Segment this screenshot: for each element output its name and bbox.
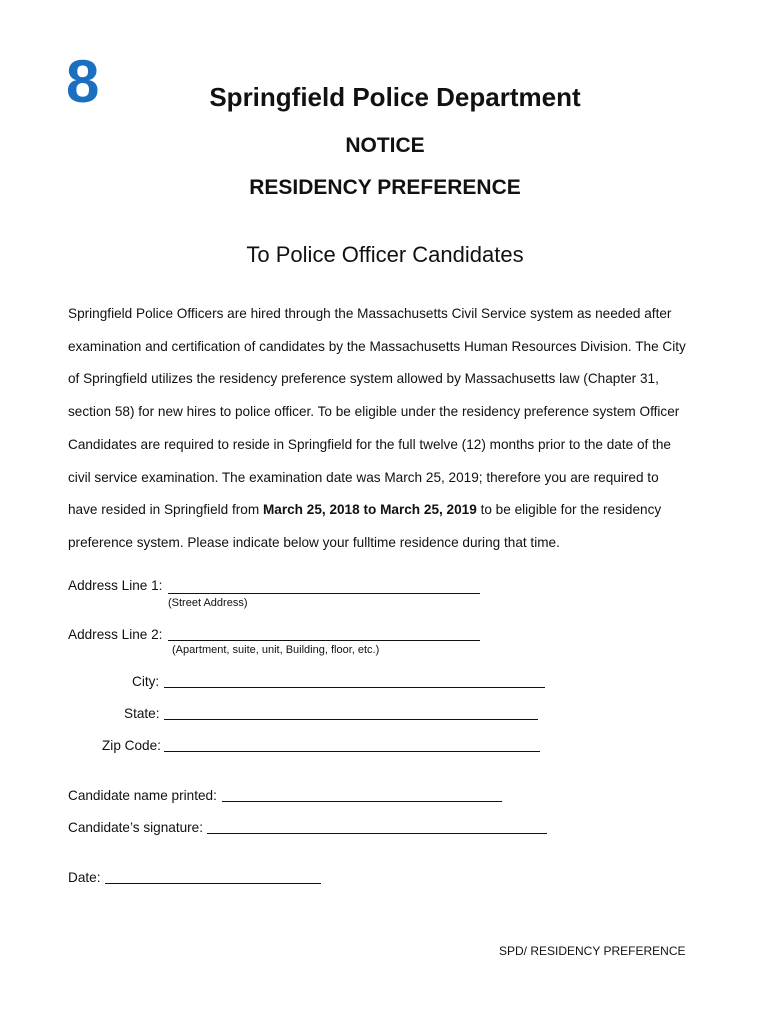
state-field[interactable] xyxy=(164,719,538,720)
address-line-2-field[interactable] xyxy=(168,640,480,641)
zip-code-field[interactable] xyxy=(164,751,540,752)
body-line: section 58) for new hires to police officer. To be eligible under the residency preference system Officer xyxy=(68,404,680,420)
zip-code-label: Zip Code: xyxy=(102,738,161,753)
notice-heading: NOTICE xyxy=(345,134,425,157)
body-line xyxy=(68,494,708,527)
date-field[interactable] xyxy=(105,883,321,884)
notice-body xyxy=(68,298,708,560)
state-label: State: xyxy=(124,706,160,721)
body-line: Springfield Police Officers are hired through the Massachusetts Civil Service system as needed after xyxy=(68,306,672,321)
page-number: 8 xyxy=(66,48,100,115)
date-label: Date: xyxy=(68,870,101,885)
city-field[interactable] xyxy=(164,687,545,688)
address-line-1-hint: (Street Address) xyxy=(168,597,248,609)
candidate-name-field[interactable] xyxy=(222,801,502,802)
subject-heading: RESIDENCY PREFERENCE xyxy=(249,176,521,199)
department-title: Springfield Police Department xyxy=(209,82,581,112)
body-line: preference system. Please indicate below your fulltime residence during that time. xyxy=(68,534,560,550)
address-line-1-field[interactable] xyxy=(168,593,480,594)
candidate-signature-field[interactable] xyxy=(207,833,547,834)
candidate-name-label: Candidate name printed: xyxy=(68,788,217,803)
audience-heading: To Police Officer Candidates xyxy=(246,242,524,267)
footer-label: SPD/ RESIDENCY PREFERENCE xyxy=(499,944,686,958)
body-line: examination and certification of candidates by the Massachusetts Human Resources Division. The City xyxy=(68,338,686,354)
body-text: to be eligible for the residency xyxy=(476,502,662,518)
residency-period: March 25, 2018 to March 25, 2019 xyxy=(262,502,477,518)
address-line-1-label: Address Line 1: xyxy=(68,578,163,593)
body-text: have resided in Springfield from xyxy=(68,502,263,518)
candidate-signature-label: Candidate’s signature: xyxy=(68,820,204,835)
city-label: City: xyxy=(132,674,160,689)
body-line: civil service examination. The examination date was March 25, 2019; therefore you are required to xyxy=(68,469,659,485)
body-line: Candidates are required to reside in Springfield for the full twelve (12) months prior to the date of the xyxy=(68,436,671,452)
address-line-2-hint: (Apartment, suite, unit, Building, floor, etc.) xyxy=(172,644,380,656)
address-line-2-label: Address Line 2: xyxy=(68,627,163,642)
body-line: of Springfield utilizes the residency preference system allowed by Massachusetts law (Chapter 31, xyxy=(68,371,659,387)
